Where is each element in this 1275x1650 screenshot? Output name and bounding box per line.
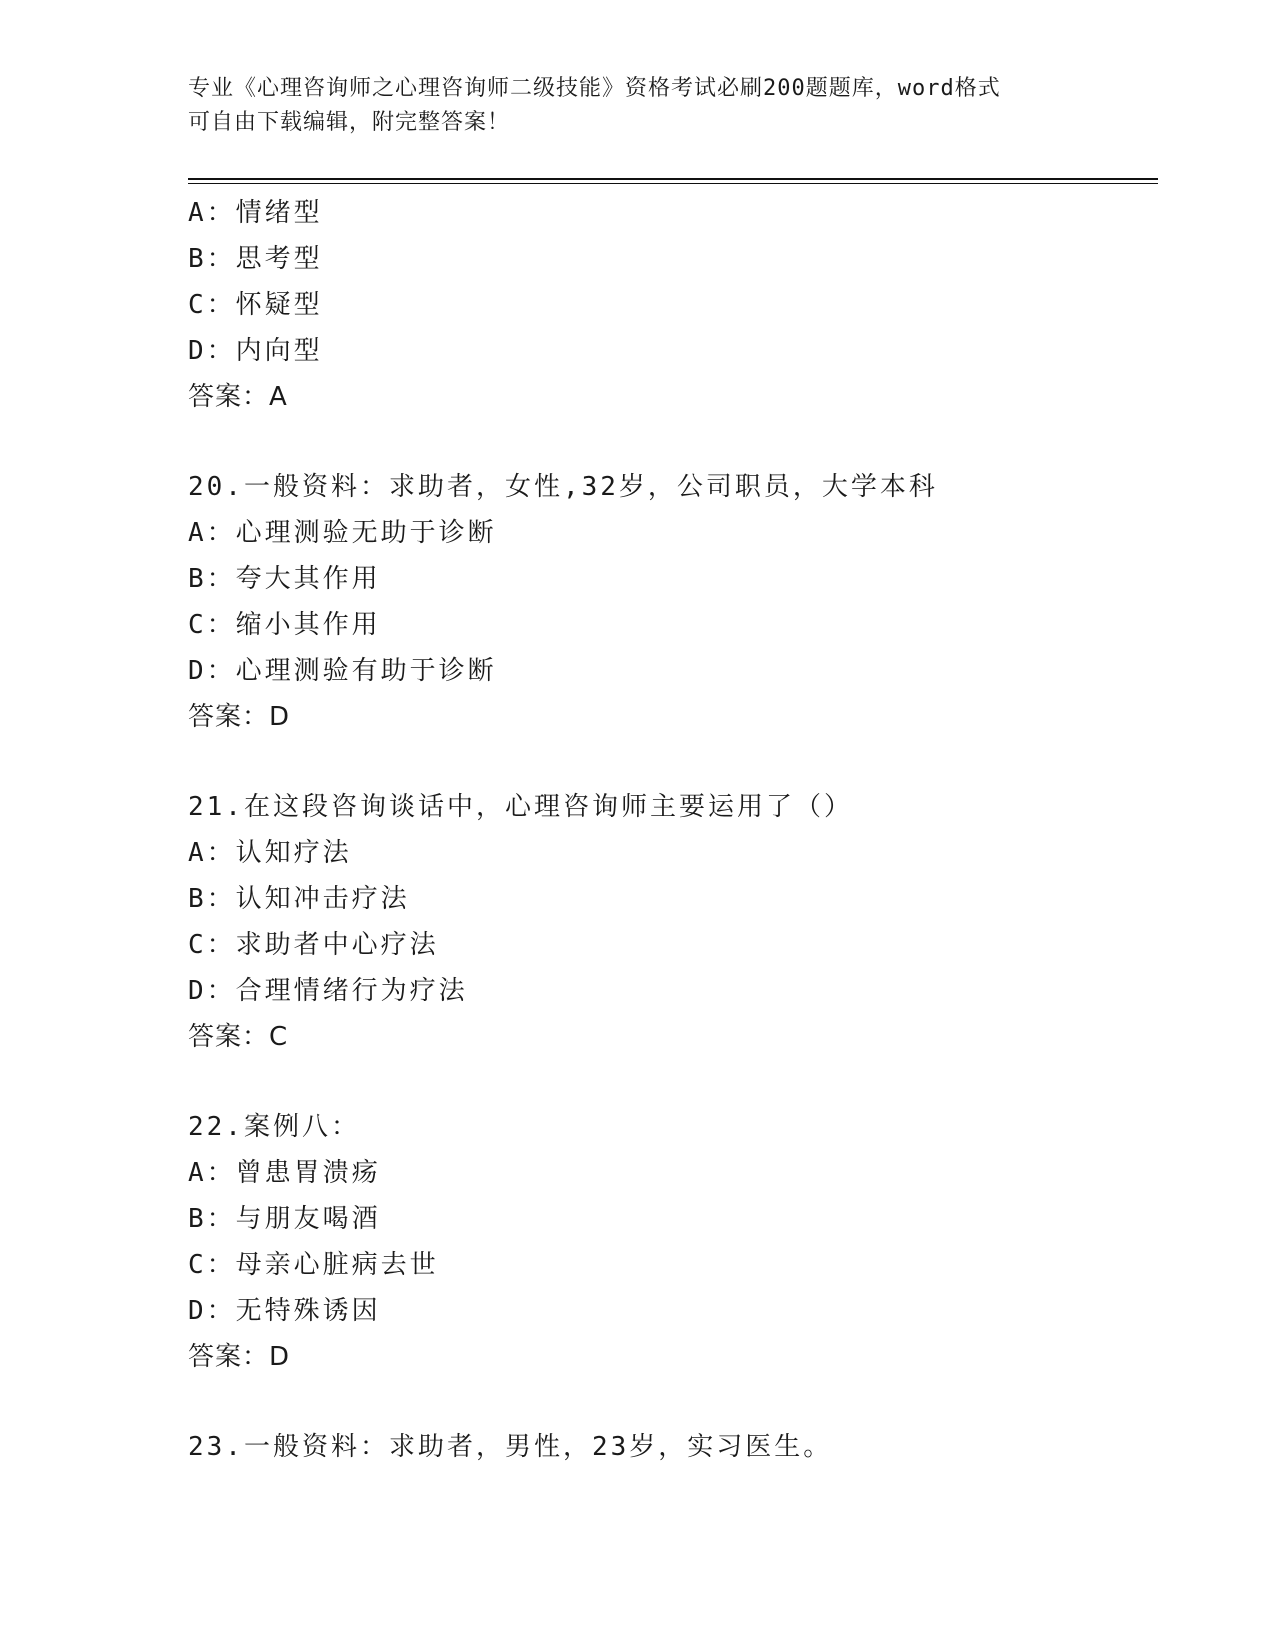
question-23 (188, 1424, 1158, 1470)
option-d: D：内向型 (188, 336, 323, 366)
option-c: C：缩小其作用 (188, 610, 381, 640)
option-a: A：情绪型 (188, 198, 323, 228)
option-a: A：曾患胃溃疡 (188, 1158, 381, 1188)
answer: 答案：A (188, 382, 288, 412)
question-text: 21.在这段咨询谈话中，心理咨询师主要运用了（） (188, 792, 853, 822)
option-c: C：怀疑型 (188, 290, 323, 320)
option-b: B：夸大其作用 (188, 564, 381, 594)
answer: 答案：D (188, 1342, 291, 1372)
option-d: D：无特殊诱因 (188, 1296, 381, 1326)
answer: 答案：D (188, 702, 291, 732)
header-line-2: 可自由下载编辑，附完整答案！ (188, 110, 511, 135)
option-a: A：心理测验无助于诊断 (188, 518, 497, 548)
header-line-1: 专业《心理咨询师之心理咨询师二级技能》资格考试必刷200题题库，word格式 (188, 76, 1001, 101)
option-d: D：心理测验有助于诊断 (188, 656, 497, 686)
option-c: C：母亲心脏病去世 (188, 1250, 439, 1280)
question-text: 23.一般资料：求助者，男性，23岁，实习医生。 (188, 1432, 833, 1462)
option-a: A：认知疗法 (188, 838, 352, 868)
question-22 (188, 1104, 1158, 1380)
document-header (188, 72, 1088, 140)
question-19 (188, 190, 1158, 420)
option-d: D：合理情绪行为疗法 (188, 976, 468, 1006)
question-20 (188, 464, 1158, 740)
question-text: 22.案例八： (188, 1112, 360, 1142)
question-text: 20.一般资料：求助者，女性,32岁，公司职员，大学本科 (188, 472, 938, 502)
question-list (188, 190, 1158, 1470)
option-b: B：认知冲击疗法 (188, 884, 410, 914)
answer: 答案：C (188, 1022, 289, 1052)
header-divider-thin (188, 183, 1158, 184)
option-b: B：与朋友喝酒 (188, 1204, 381, 1234)
option-b: B：思考型 (188, 244, 323, 274)
header-divider-thick (188, 178, 1158, 180)
option-c: C：求助者中心疗法 (188, 930, 439, 960)
question-21 (188, 784, 1158, 1060)
